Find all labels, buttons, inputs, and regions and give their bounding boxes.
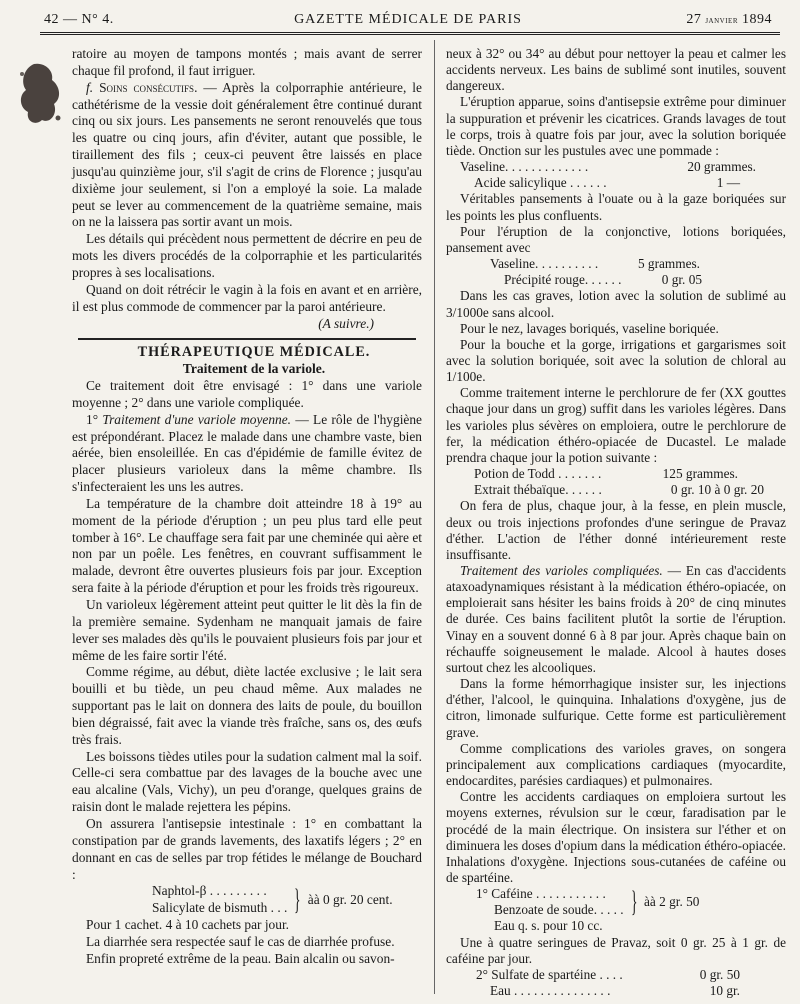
paragraph: Contre les accidents cardiaques on emploiera surtout les moyens externes, révulsion sur le cœur, faradisation par le procédé de la main électrique. On insistera sur l'éther et on diminuera les doses d'opium dans la médication éthéro-opiacée. Inhalations d'oxygène. Injections sous-cutanées de caféine ou de spartéine. <box>446 789 786 885</box>
paragraph: Comme régime, au début, diète lactée exclusive ; le lait sera bouilli et bu tiède, un peu chaud même. Aux malades ne supportant pas le lait on donnera des laits de poule, du bouillon bien dégraissé, fait avec la viande très fraîche, sans os, des œufs très frais. <box>72 664 422 747</box>
paragraph: Comme complications des varioles graves, on songera principalement aux complications cardiaques (myocardite, endocardites, parésies cardiaques) et pulmonaires. <box>446 740 786 789</box>
paragraph: f. Soins consécutifs. — Après la colporraphie antérieure, le cathétérisme de la vessie doit généralement être continué durant cinq ou six jours. Les pansements ne seront renouvelés que tous les quatre ou cinq jours, afin d'éviter, autant que possible, le tiraillement des fils ; ceux-ci peuvent être laissés en place jusqu'au quinzième jour, s'il s'agit de crins de Florence ; jusqu'au dixième jour seulement, si l'on a employé la soie. La malade peut se lever au commencement de la quatrième semaine, mais on ne la laissera pas sortir avant un mois. <box>72 79 422 230</box>
section-divider <box>78 338 416 340</box>
brace-glyph: } <box>630 885 638 919</box>
paragraph: ratoire au moyen de tampons montés ; mais avant de serrer chaque fil profond, il faut irriguer. <box>72 46 422 78</box>
paragraph: Pour le nez, lavages boriqués, vaseline boriquée. <box>460 320 719 336</box>
ink-stain <box>14 60 66 130</box>
paragraph: Véritables pansements à l'ouate ou à la gaze boriquées sur les points les plus confluents. <box>446 191 786 223</box>
paragraph: Pour l'éruption de la conjonctive, lotions boriquées, pansement avec <box>446 223 786 255</box>
section-title: THÉRAPEUTIQUE MÉDICALE. <box>137 344 371 361</box>
paragraph: Pour la bouche et la gorge, irrigations et gargarismes soit avec la solution boriquée, soit avec la solution de chloral au 1/100e. <box>446 336 786 385</box>
left-column <box>72 46 422 968</box>
page-header <box>44 8 772 30</box>
paragraph: On fera de plus, chaque jour, à la fesse, en plein muscle, deux ou trois injections profondes d'une seringue de Pravaz d'éther. L'action de l'éther donné intérieurement reste insuffisante. <box>446 498 786 562</box>
prescription-cafeine: 1° Caféine . . . . . . . . . . . Benzoate de soude. . . . . } àà 2 gr. 50 <box>476 885 700 919</box>
prescription-bouchard: Naphtol-β . . . . . . . . . Salicylate de bismuth . . . } àà 0 gr. 20 cent. <box>152 883 393 917</box>
prescription-line: Acide salicylique . . . . . . 1 — <box>474 175 740 191</box>
column-separator <box>434 40 435 994</box>
prescription-line: 2° Sulfate de spartéine . . . . 0 gr. 50 <box>476 966 740 982</box>
prescription-line: Potion de Todd . . . . . . . 125 grammes. <box>474 466 738 482</box>
header-rule <box>40 32 780 35</box>
paragraph: Les détails qui précèdent nous permettent de décrire en peu de mots les divers procédés de la colporraphie et les particularités propres à ses localisations. <box>72 231 422 280</box>
paragraph: Les boissons tièdes utiles pour la sudation calment mal la soif. Celle-ci sera combattue par des lavages de la bouche avec une eau alcaline (Vals, Vichy), un peu d'orange, quelques grains de raisin dont le malade rejettera les pépins. <box>72 748 422 815</box>
journal-title: GAZETTE MÉDICALE DE PARIS <box>294 12 522 27</box>
paragraph: Une à quatre seringues de Pravaz, soit 0 gr. 25 à 1 gr. de caféine par jour. <box>446 934 786 966</box>
paragraph: Comme traitement interne le perchlorure de fer (XX gouttes chaque jour dans un grog) suffit dans les varioles légères. Dans les varioles plus sévères on emploiera, outre le perchlorure de fer, la médication éthéro-opiacée de Ducastel. Le malade prendra chaque jour la potion suivante : <box>446 385 786 465</box>
prescription-line: Précipité rouge. . . . . . 0 gr. 05 <box>504 272 702 288</box>
right-column <box>446 46 786 999</box>
prescription-line: Vaseline. . . . . . . . . . . . . 20 grammes. <box>460 159 756 175</box>
paragraph: Un varioleux légèrement atteint peut quitter le lit dès la fin de la première semaine. Sydenham ne manquait jamais de faire lever ses malades dès qu'ils le pouvaient plusieurs fois par jour et même de les faire sortir l'été. <box>72 597 422 663</box>
paragraph: On assurera l'antisepsie intestinale : 1° en combattant la constipation par de grands lavements, des laxatifs légers ; 2° en donnant en cas de selles par trop fétides le mélange de Bouchard : <box>72 815 422 882</box>
page-number: 42 — N° 4. <box>44 12 114 27</box>
issue-date: 27 janvier 1894 <box>686 12 772 27</box>
paragraph: La température de la chambre doit atteindre 18 à 19° au moment de la période d'éruption ; un peu plus tard elle peut tomber à 16°. Le chauffage sera fait par une cheminée qui aère et non par un poêle. Les fenêtres, en couvrant suffisamment le malade, devront être ouvertes plusieurs fois par jour. Exception sera faite à la période d'éruption et pour les froids très rigoureux. <box>72 495 422 596</box>
paragraph: Pour 1 cachet. 4 à 10 cachets par jour. <box>86 917 290 933</box>
prescription-line: Eau . . . . . . . . . . . . . . . 10 gr. <box>490 983 740 999</box>
paragraph: Quand on doit rétrécir le vagin à la fois en avant et en arrière, il est plus commode de commencer par la paroi antérieure. <box>72 281 422 314</box>
paragraph: Ce traitement doit être envisagé : 1° dans une variole moyenne ; 2° dans une variole compliquée. <box>72 378 422 410</box>
article-title: Traitement de la variole. <box>182 361 326 377</box>
prescription-line: Eau q. s. pour 10 cc. <box>494 918 603 934</box>
paragraph: Dans la forme hémorrhagique insister sur, les injections d'éther, l'alcool, le quinquina. Inhalations d'oxygène, jus de citron, limonade sulfurique. Cette forme est particulièrement grave. <box>446 676 786 740</box>
paragraph: 1° Traitement d'une variole moyenne. — Le rôle de l'hygiène est prépondérant. Placez le malade dans une chambre vaste, bien aérée, bien ensoleillée. En cas d'épidémie de famille évitez de placer plusieurs varioleux dans la même chambre. Ils s'infecteraient les uns les autres. <box>72 411 422 495</box>
prescription-line: Vaseline. . . . . . . . . . 5 grammes. <box>490 256 700 272</box>
paragraph: La diarrhée sera respectée sauf le cas de diarrhée profuse. <box>86 933 395 949</box>
paragraph: Dans les cas graves, lotion avec la solution de sublimé au 3/1000e sans alcool. <box>446 288 786 320</box>
paragraph: Enfin propreté extrême de la peau. Bain alcalin ou savon- <box>86 950 395 966</box>
prescription-line: Extrait thébaïque. . . . . . 0 gr. 10 à 0 gr. 20 <box>474 482 764 498</box>
paragraph: neux à 32° ou 34° au début pour nettoyer la peau et calmer les accidents nerveux. Les bains de sublimé sont inutiles, souvent dangereux. <box>446 46 786 94</box>
brace-glyph: } <box>294 883 301 917</box>
paragraph: L'éruption apparue, soins d'antisepsie extrême pour diminuer la suppuration et prévenir les cicatrices. Grands lavages de tout le corps, trois à quatre fois par jour, avec la solution boriquée tiède. Onction sur les pustules avec une pommade : <box>446 94 786 158</box>
paragraph: Traitement des varioles compliquées. — En cas d'accidents ataxoadynamiques résistant à la médication éthéro-opiacée, on emploierait sans hésiter les bains froids à 20° de cinq minutes de durée. Ces bains facilitent plutôt la sortie de l'éruption. Vinay en a souvent donné 6 à 8 par jour. Après chaque bain on réchauffe soigneusement le malade. Alcool à hautes doses surtout chez les alcooliques. <box>446 563 786 675</box>
to-be-continued: (A suivre.) <box>318 315 374 331</box>
